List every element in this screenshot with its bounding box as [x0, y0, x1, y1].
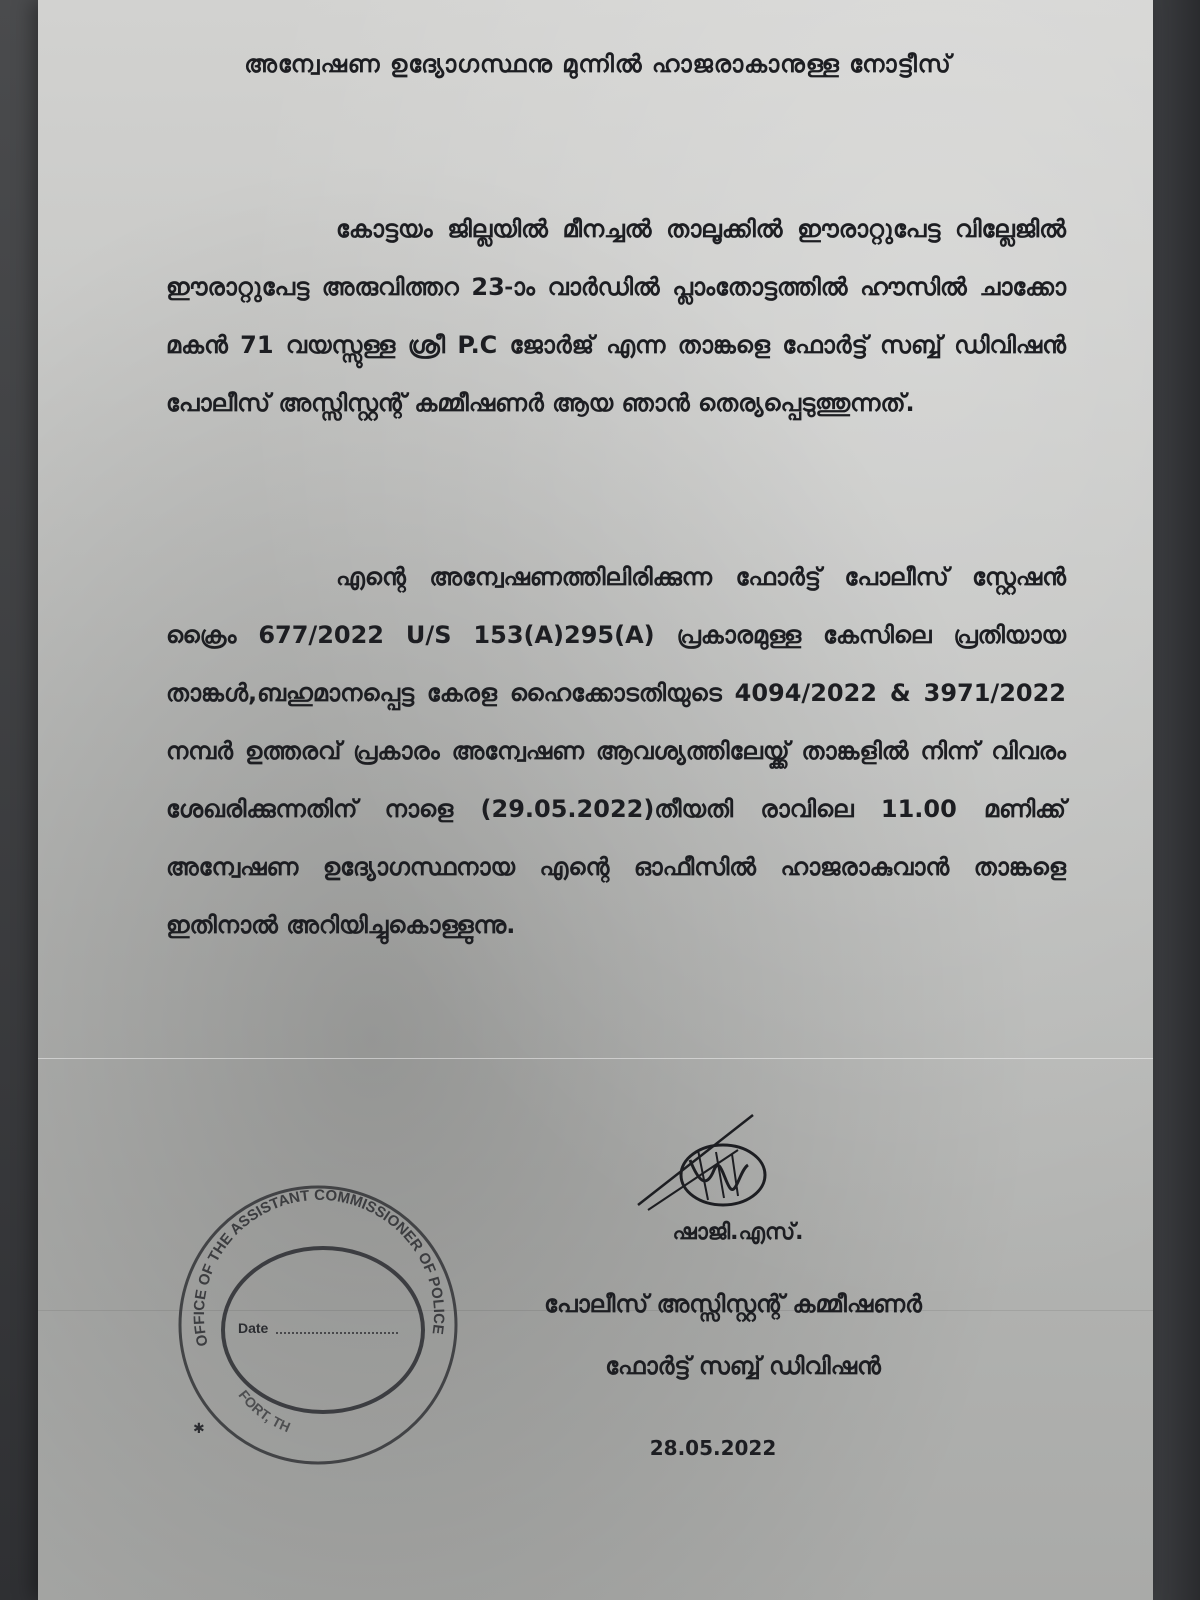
notice-date: 28.05.2022	[649, 1436, 777, 1460]
signatory-division: ഫോർട്ട് സബ്ബ് ഡിവിഷൻ	[605, 1352, 881, 1380]
paper-fold	[38, 1058, 1153, 1059]
signatory-title: പോലീസ് അസ്സിസ്റ്റന്റ് കമ്മീഷണർ	[544, 1290, 922, 1318]
signature	[628, 1110, 798, 1220]
notice-paragraph-2	[166, 548, 1066, 954]
svg-text:OFFICE OF THE ASSISTANT COMMIS	[191, 1187, 447, 1348]
signatory-name: ഷാജി.എസ്.	[672, 1220, 804, 1245]
notice-title: അന്വേഷണ ഉദ്യോഗസ്ഥനു മുന്നിൽ ഹാജരാകാനുള്ള നോട്ടീസ്	[244, 50, 952, 78]
paragraph-1-text: കോട്ടയം ജില്ലയിൽ മീനച്ചൽ താലൂക്കിൽ ഈരാറ്റുപേട്ട വില്ലേജിൽ ഈരാറ്റുപേട്ട അരുവിത്തറ 23-ാം വാർഡിൽ പ്ലാംതോട്ടത്തിൽ ഹൗസിൽ ചാക്കോ മകൻ 71 വയസ്സുള്ള ശ്രീ P.C ജോർജ് എന്ന താങ്കളെ ഫോർട്ട് സബ്ബ് ഡിവിഷൻ പോലീസ് അസ്സിസ്റ്റന്റ് കമ്മീഷണർ ആയ ഞാൻ തെര്യപ്പെടുത്തുന്നത്.	[166, 215, 1066, 417]
seal-ring-text: OFFICE OF THE ASSISTANT COMMISSIONER OF POLICE	[190, 1186, 448, 1348]
paragraph-2-text: എന്റെ അന്വേഷണത്തിലിരിക്കുന്ന ഫോർട്ട് പോലീസ് സ്റ്റേഷൻ ക്രൈം 677/2022 U/S 153(A)295(A) പ്രകാരമുള്ള കേസിലെ പ്രതിയായ താങ്കൾ,ബഹുമാനപ്പെട്ട കേരള ഹൈക്കോടതിയുടെ 4094/2022 & 3971/2022 നമ്പർ ഉത്തരവ് പ്രകാരം അന്വേഷണ ആവശ്യത്തിലേയ്ക്ക് താങ്കളിൽ നിന്ന് വിവരം ശേഖരിക്കുന്നതിന് നാളെ (29.05.2022)തീയതി രാവിലെ 11.00 മണിക്ക് അന്വേഷണ ഉദ്യോഗസ്ഥനായ എന്റെ ഓഫീസിൽ ഹാജരാകുവാൻ താങ്കളെ ഇതിനാൽ അറിയിച്ചുകൊള്ളുന്നു.	[166, 563, 1066, 939]
seal-bottom-text: FORT, TH	[235, 1386, 293, 1436]
notice-paragraph-1	[166, 200, 1066, 432]
seal-date-label: Date	[238, 1320, 269, 1336]
office-seal	[168, 1175, 468, 1475]
seal-star-icon: ✱	[193, 1421, 205, 1437]
notice-page	[38, 0, 1153, 1600]
